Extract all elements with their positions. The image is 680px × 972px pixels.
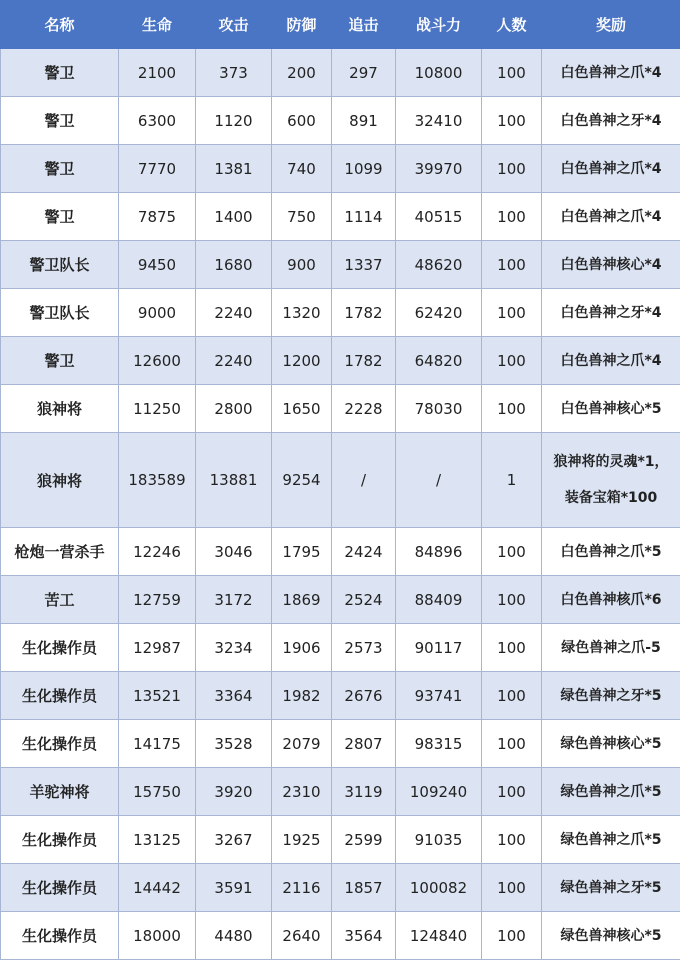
cell-hp: 18000 [119, 912, 196, 960]
header-hp: 生命 [119, 1, 196, 49]
table-row [1, 912, 680, 960]
cell-count: 100 [482, 193, 542, 241]
cell-attack: 3591 [196, 864, 272, 912]
cell-reward [542, 768, 680, 816]
cell-power: 40515 [396, 193, 482, 241]
table-row [1, 97, 680, 145]
table-row [1, 864, 680, 912]
cell-reward [542, 241, 680, 289]
cell-defense: 1650 [272, 385, 332, 433]
cell-reward [542, 145, 680, 193]
cell-attack: 2800 [196, 385, 272, 433]
cell-attack: 3234 [196, 624, 272, 672]
cell-pursuit: 3564 [332, 912, 396, 960]
cell-name: 生化操作员 [1, 624, 119, 672]
cell-hp: 6300 [119, 97, 196, 145]
table-row [1, 337, 680, 385]
cell-pursuit: / [332, 433, 396, 528]
cell-pursuit: 2599 [332, 816, 396, 864]
table-row [1, 241, 680, 289]
cell-count: 100 [482, 672, 542, 720]
cell-count: 100 [482, 624, 542, 672]
cell-name: 生化操作员 [1, 672, 119, 720]
reward-line: 绿色兽神之牙*5 [560, 687, 662, 704]
cell-reward [542, 289, 680, 337]
cell-defense: 2640 [272, 912, 332, 960]
cell-reward [542, 385, 680, 433]
cell-hp: 12759 [119, 576, 196, 624]
cell-attack: 3046 [196, 528, 272, 576]
cell-power: 93741 [396, 672, 482, 720]
cell-hp: 13125 [119, 816, 196, 864]
cell-name: 羊驼神将 [1, 768, 119, 816]
cell-defense: 1320 [272, 289, 332, 337]
cell-defense: 1200 [272, 337, 332, 385]
cell-pursuit: 1857 [332, 864, 396, 912]
cell-name: 狼神将 [1, 385, 119, 433]
cell-count: 100 [482, 385, 542, 433]
cell-pursuit: 2676 [332, 672, 396, 720]
cell-pursuit: 2524 [332, 576, 396, 624]
reward-line: 白色兽神之牙*4 [560, 304, 662, 321]
cell-count: 100 [482, 864, 542, 912]
reward-line: 白色兽神之爪*4 [560, 64, 662, 81]
cell-count: 100 [482, 768, 542, 816]
cell-reward [542, 49, 680, 97]
table-row [1, 528, 680, 576]
reward-line: 狼神将的灵魂*1， [553, 454, 669, 470]
cell-power: 90117 [396, 624, 482, 672]
cell-pursuit: 2807 [332, 720, 396, 768]
cell-name: 狼神将 [1, 433, 119, 528]
cell-power: 78030 [396, 385, 482, 433]
reward-line: 白色兽神之爪*4 [560, 208, 662, 225]
reward-line: 绿色兽神之爪*5 [560, 831, 662, 848]
cell-power: 124840 [396, 912, 482, 960]
cell-hp: 183589 [119, 433, 196, 528]
cell-name: 生化操作员 [1, 912, 119, 960]
header-defense: 防御 [272, 1, 332, 49]
cell-count: 100 [482, 289, 542, 337]
cell-hp: 13521 [119, 672, 196, 720]
header-name: 名称 [1, 1, 119, 49]
cell-defense: 1906 [272, 624, 332, 672]
cell-hp: 2100 [119, 49, 196, 97]
cell-power: 88409 [396, 576, 482, 624]
cell-reward [542, 337, 680, 385]
table-row [1, 816, 680, 864]
reward-line: 白色兽神核心*5 [560, 400, 662, 417]
cell-power: 109240 [396, 768, 482, 816]
cell-attack: 1680 [196, 241, 272, 289]
cell-attack: 13881 [196, 433, 272, 528]
cell-attack: 4480 [196, 912, 272, 960]
cell-name: 警卫 [1, 145, 119, 193]
cell-defense: 750 [272, 193, 332, 241]
reward-line: 白色兽神之牙*4 [560, 112, 662, 129]
cell-name: 枪炮一营杀手 [1, 528, 119, 576]
cell-power: 84896 [396, 528, 482, 576]
cell-defense: 2079 [272, 720, 332, 768]
cell-power: 39970 [396, 145, 482, 193]
cell-power: 62420 [396, 289, 482, 337]
table-row [1, 768, 680, 816]
cell-reward [542, 528, 680, 576]
cell-name: 警卫 [1, 193, 119, 241]
cell-reward [542, 912, 680, 960]
cell-power: / [396, 433, 482, 528]
cell-reward [542, 624, 680, 672]
cell-power: 32410 [396, 97, 482, 145]
table-row [1, 289, 680, 337]
cell-pursuit: 2573 [332, 624, 396, 672]
reward-line: 绿色兽神核心*5 [560, 735, 662, 752]
cell-power: 91035 [396, 816, 482, 864]
cell-name: 警卫 [1, 337, 119, 385]
cell-defense: 600 [272, 97, 332, 145]
cell-attack: 3920 [196, 768, 272, 816]
cell-pursuit: 2424 [332, 528, 396, 576]
cell-defense: 200 [272, 49, 332, 97]
cell-hp: 7770 [119, 145, 196, 193]
cell-power: 100082 [396, 864, 482, 912]
cell-defense: 740 [272, 145, 332, 193]
header-count: 人数 [482, 1, 542, 49]
cell-attack: 3267 [196, 816, 272, 864]
cell-attack: 2240 [196, 289, 272, 337]
cell-defense: 9254 [272, 433, 332, 528]
table-row [1, 49, 680, 97]
cell-name: 生化操作员 [1, 816, 119, 864]
cell-name: 生化操作员 [1, 864, 119, 912]
table-row [1, 433, 680, 528]
cell-reward [542, 672, 680, 720]
cell-hp: 9000 [119, 289, 196, 337]
cell-name: 苦工 [1, 576, 119, 624]
cell-reward [542, 576, 680, 624]
cell-pursuit: 297 [332, 49, 396, 97]
cell-reward [542, 433, 680, 528]
cell-hp: 7875 [119, 193, 196, 241]
cell-attack: 373 [196, 49, 272, 97]
cell-reward [542, 720, 680, 768]
cell-attack: 1381 [196, 145, 272, 193]
cell-defense: 2310 [272, 768, 332, 816]
table-row [1, 672, 680, 720]
cell-count: 100 [482, 912, 542, 960]
reward-line: 绿色兽神之牙*5 [560, 879, 662, 896]
header-pursuit: 追击 [332, 1, 396, 49]
table-row [1, 193, 680, 241]
cell-power: 98315 [396, 720, 482, 768]
cell-pursuit: 2228 [332, 385, 396, 433]
cell-attack: 1400 [196, 193, 272, 241]
reward-line: 白色兽神之爪*4 [560, 352, 662, 369]
cell-pursuit: 1782 [332, 337, 396, 385]
table-row [1, 576, 680, 624]
cell-power: 48620 [396, 241, 482, 289]
cell-power: 64820 [396, 337, 482, 385]
cell-count: 100 [482, 720, 542, 768]
cell-reward [542, 97, 680, 145]
cell-attack: 1120 [196, 97, 272, 145]
cell-name: 警卫 [1, 49, 119, 97]
cell-pursuit: 1782 [332, 289, 396, 337]
cell-name: 警卫 [1, 97, 119, 145]
header-power: 战斗力 [396, 1, 482, 49]
cell-count: 100 [482, 97, 542, 145]
cell-pursuit: 1337 [332, 241, 396, 289]
table-row [1, 624, 680, 672]
reward-line: 白色兽神核爪*6 [560, 591, 662, 608]
cell-hp: 12987 [119, 624, 196, 672]
cell-count: 100 [482, 576, 542, 624]
reward-line: 绿色兽神核心*5 [560, 927, 662, 944]
reward-line: 白色兽神核心*4 [560, 256, 662, 273]
cell-power: 10800 [396, 49, 482, 97]
cell-name: 警卫队长 [1, 241, 119, 289]
cell-reward [542, 816, 680, 864]
reward-line: 装备宝箱*100 [564, 490, 658, 506]
cell-count: 100 [482, 528, 542, 576]
table-row [1, 720, 680, 768]
cell-defense: 1982 [272, 672, 332, 720]
cell-attack: 2240 [196, 337, 272, 385]
table-row [1, 145, 680, 193]
cell-count: 100 [482, 337, 542, 385]
cell-count: 100 [482, 816, 542, 864]
reward-line: 白色兽神之爪*5 [560, 543, 662, 560]
cell-count: 100 [482, 145, 542, 193]
cell-attack: 3172 [196, 576, 272, 624]
cell-attack: 3528 [196, 720, 272, 768]
cell-hp: 12246 [119, 528, 196, 576]
cell-hp: 9450 [119, 241, 196, 289]
cell-name: 警卫队长 [1, 289, 119, 337]
cell-hp: 14175 [119, 720, 196, 768]
cell-count: 100 [482, 241, 542, 289]
cell-hp: 14442 [119, 864, 196, 912]
cell-hp: 11250 [119, 385, 196, 433]
cell-pursuit: 1099 [332, 145, 396, 193]
cell-defense: 900 [272, 241, 332, 289]
header-row [1, 1, 680, 49]
cell-count: 1 [482, 433, 542, 528]
cell-defense: 1925 [272, 816, 332, 864]
reward-line: 白色兽神之爪*4 [560, 160, 662, 177]
cell-defense: 2116 [272, 864, 332, 912]
cell-reward [542, 193, 680, 241]
cell-pursuit: 891 [332, 97, 396, 145]
cell-reward [542, 864, 680, 912]
cell-pursuit: 3119 [332, 768, 396, 816]
reward-line: 绿色兽神之爪-5 [561, 639, 661, 656]
cell-pursuit: 1114 [332, 193, 396, 241]
cell-name: 生化操作员 [1, 720, 119, 768]
cell-hp: 15750 [119, 768, 196, 816]
header-attack: 攻击 [196, 1, 272, 49]
cell-count: 100 [482, 49, 542, 97]
cell-defense: 1795 [272, 528, 332, 576]
header-reward: 奖励 [542, 1, 680, 49]
cell-defense: 1869 [272, 576, 332, 624]
cell-attack: 3364 [196, 672, 272, 720]
cell-hp: 12600 [119, 337, 196, 385]
reward-line: 绿色兽神之爪*5 [560, 783, 662, 800]
table-row [1, 385, 680, 433]
